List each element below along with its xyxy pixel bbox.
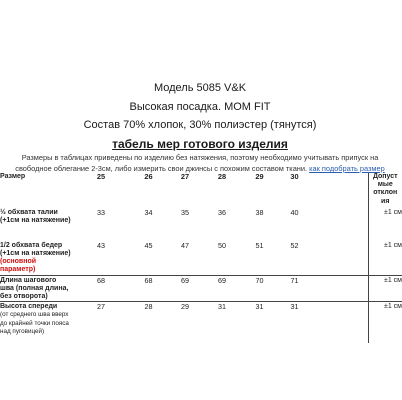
cell-value: 68 — [130, 275, 167, 302]
table-row — [0, 275, 402, 302]
row-label — [0, 240, 72, 275]
header-size-label: Размер — [0, 173, 26, 180]
row-label-text: 1/2 обхвата бедер (+1см на натяжение) — [0, 241, 71, 258]
cell-value: 52 — [290, 240, 299, 250]
cell-value: 31 — [241, 302, 278, 344]
row-label-detail: (от среднего шва вверх до крайней точки пояса над пуговицей) — [0, 311, 69, 335]
size-header: 30 — [290, 172, 299, 181]
model-title: Модель 5085 V&K — [153, 82, 247, 94]
composition: Состав 70% хлопок, 30% полиэстер (тянутся) — [83, 119, 317, 131]
cell-value: 38 — [255, 207, 264, 217]
size-header: 27 — [180, 172, 190, 181]
cell-value: 51 — [255, 240, 264, 250]
tolerance-value: ±1 см — [368, 275, 402, 302]
cell-value: 40 — [290, 207, 299, 217]
empty-cell — [311, 206, 368, 240]
table-title: табель мер готового изделия — [112, 137, 288, 151]
tolerance-value: ±1 см — [384, 241, 402, 249]
size-header: 29 — [255, 172, 264, 181]
row-label: ½ обхвата талии (+1см на натяжение) — [0, 208, 71, 225]
row-label — [0, 302, 72, 344]
size-header: 25 — [96, 172, 106, 181]
cell-value: 45 — [144, 240, 153, 250]
size-header: 28 — [217, 172, 227, 181]
tolerance-header-line: Допуст — [372, 173, 398, 180]
cell-value: 35 — [181, 207, 189, 217]
cell-value: 71 — [278, 275, 311, 302]
cell-value: 31 — [278, 302, 311, 344]
size-guide-link[interactable]: как подобрать размер — [309, 164, 385, 173]
cell-value: 33 — [97, 207, 105, 217]
cell-value: 31 — [203, 302, 241, 344]
fit-description: Высокая посадка. MOM FIT — [129, 101, 271, 113]
cell-value: 68 — [72, 275, 130, 302]
size-table — [0, 173, 402, 343]
size-note-text: Размеры в таблицах приведены по изделию без натяжения, поэтому необходимо учитывать припуск на свободное облегание 2-3см, либо измерить свои джинсы с похожим составом ткани. — [15, 153, 379, 173]
cell-value: 69 — [167, 275, 203, 302]
tolerance-value: ±1 см — [384, 208, 402, 216]
tolerance-header-line: отклон — [373, 189, 398, 197]
cell-value: 34 — [144, 207, 153, 217]
cell-value: 70 — [241, 275, 278, 302]
tolerance-header-line: мые — [377, 181, 393, 189]
cell-value: 47 — [181, 240, 189, 250]
cell-value: 69 — [203, 275, 241, 302]
cell-value: 36 — [218, 207, 226, 217]
cell-value: 29 — [167, 302, 203, 344]
tolerance-header — [368, 173, 402, 206]
empty-cell — [311, 173, 368, 206]
empty-cell — [311, 275, 368, 302]
tolerance-value: ±1 см — [368, 302, 402, 344]
cell-value: 27 — [72, 302, 130, 344]
cell-value: 43 — [97, 240, 105, 250]
main-parameter-note: (основной параметр) — [0, 258, 37, 274]
table-header-row — [0, 173, 402, 206]
tolerance-header-line: ия — [381, 197, 390, 205]
empty-cell — [311, 302, 368, 344]
table-row — [0, 206, 402, 240]
cell-value: 28 — [130, 302, 167, 344]
size-note — [14, 152, 386, 174]
empty-cell — [311, 240, 368, 275]
row-label: Длина шагового шва (полная длина, без отворота) — [0, 275, 72, 302]
cell-value: 50 — [218, 240, 226, 250]
table-row — [0, 240, 402, 275]
table-row — [0, 302, 402, 344]
row-label-text: Высота спереди — [0, 303, 58, 311]
size-header: 26 — [144, 172, 153, 181]
